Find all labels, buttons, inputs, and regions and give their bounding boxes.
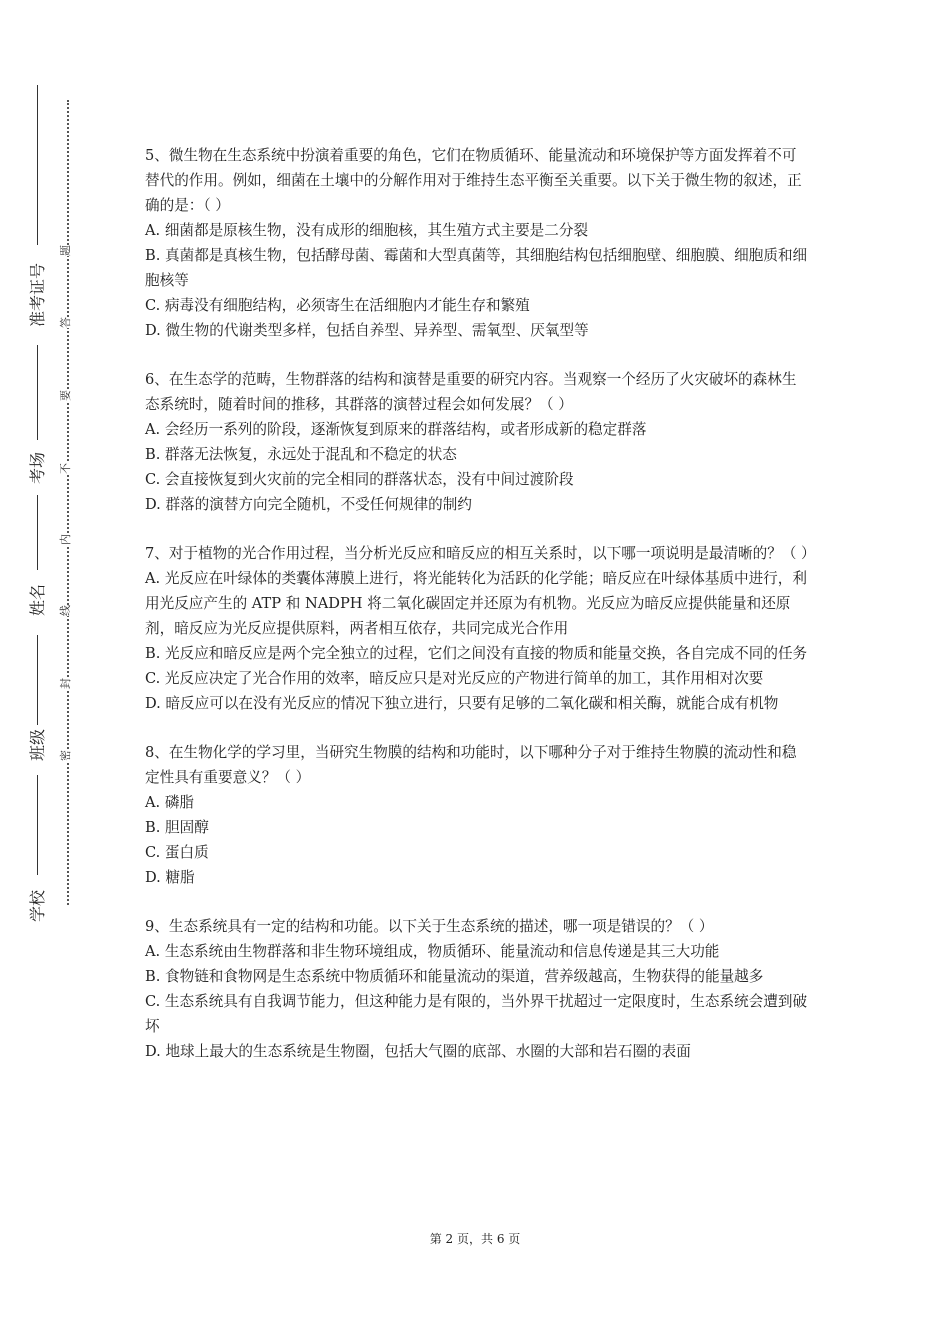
question-5 <box>145 143 810 343</box>
question-stem: 9、生态系统具有一定的结构和功能。以下关于生态系统的描述，哪一项是错误的？（ ） <box>145 918 714 935</box>
seal-char-feng: 封 <box>59 678 72 689</box>
option-b: B. 群落无法恢复，永远处于混乱和不稳定的状态 <box>145 446 457 463</box>
question-stem: 5、微生物在生态系统中扮演着重要的角色，它们在物质循环、能量流动和环境保护等方面发挥着不可替代的作用。例如，细菌在土壤中的分解作用对于维持生态平衡至关重要。以下关于微生物的叙述，正确的是：（ ） <box>145 147 802 214</box>
label-exam-number: 准考证号 <box>28 263 47 328</box>
fill-line-school <box>37 775 38 875</box>
binding-margin <box>0 0 90 1344</box>
option-a: A. 细菌都是原核生物，没有成形的细胞核，其生殖方式主要是二分裂 <box>145 222 589 239</box>
label-school: 学校 <box>28 890 47 923</box>
option-d: D. 暗反应可以在没有光反应的情况下独立进行，只要有足够的二氧化碳和相关酶，就能合成有机物 <box>145 695 779 712</box>
fill-line-exam-number <box>37 85 38 245</box>
question-9 <box>145 914 810 1064</box>
label-class: 班级 <box>28 729 47 762</box>
option-a: A. 生态系统由生物群落和非生物环境组成，物质循环、能量流动和信息传递是其三大功能 <box>145 943 720 960</box>
question-7 <box>145 541 816 716</box>
option-d: D. 地球上最大的生态系统是生物圈，包括大气圈的底部、水圈的大部和岩石圈的表面 <box>145 1043 691 1060</box>
question-stem: 7、对于植物的光合作用过程，当分析光反应和暗反应的相互关系时，以下哪一项说明是最清晰的？（ ） <box>145 545 816 562</box>
option-d: D. 糖脂 <box>145 869 195 886</box>
seal-dotted-line <box>67 100 69 905</box>
question-8 <box>145 740 810 890</box>
seal-char-xian: 线 <box>59 605 72 616</box>
fill-line-name <box>37 495 38 570</box>
seal-char-mi: 密 <box>59 750 72 761</box>
option-b: B. 真菌都是真核生物，包括酵母菌、霉菌和大型真菌等，其细胞结构包括细胞壁、细胞膜、细胞质和细胞核等 <box>145 247 808 289</box>
option-d: D. 群落的演替方向完全随机，不受任何规律的制约 <box>145 496 472 513</box>
seal-char-yao: 要 <box>59 390 72 401</box>
seal-char-bu: 不 <box>59 463 72 474</box>
option-c: C. 蛋白质 <box>145 844 209 861</box>
option-d: D. 微生物的代谢类型多样，包括自养型、异养型、需氧型、厌氧型等 <box>145 322 589 339</box>
seal-char-da: 答 <box>59 317 72 328</box>
option-b: B. 食物链和食物网是生态系统中物质循环和能量流动的渠道，营养级越高，生物获得的能量越多 <box>145 968 764 985</box>
label-name: 姓名 <box>28 584 47 617</box>
option-c: C. 病毒没有细胞结构，必须寄生在活细胞内才能生存和繁殖 <box>145 297 530 314</box>
option-c: C. 会直接恢复到火灾前的完全相同的群落状态，没有中间过渡阶段 <box>145 471 574 488</box>
option-a: A. 光反应在叶绿体的类囊体薄膜上进行，将光能转化为活跃的化学能；暗反应在叶绿体基质中进行，利用光反应产生的 ATP 和 NADPH 将二氧化碳固定并还原为有机物。光反应为暗反应提供能量和还原剂，暗反应为光反应提供原料，两者相互依存，共同完成光合作用 <box>145 570 807 637</box>
label-exam-room: 考场 <box>28 452 47 485</box>
question-stem: 8、在生物化学的学习里，当研究生物膜的结构和功能时，以下哪种分子对于维持生物膜的流动性和稳定性具有重要意义？（ ） <box>145 744 797 786</box>
seal-char-nei: 内 <box>59 534 72 545</box>
fill-line-class <box>37 635 38 725</box>
option-a: A. 会经历一系列的阶段，逐渐恢复到原来的群落结构，或者形成新的稳定群落 <box>145 421 647 438</box>
question-6 <box>145 367 810 517</box>
fill-line-exam-room <box>37 345 38 440</box>
option-c: C. 生态系统具有自我调节能力，但这种能力是有限的，当外界干扰超过一定限度时，生态系统会遭到破坏 <box>145 993 808 1035</box>
question-content <box>145 143 816 1088</box>
option-b: B. 光反应和暗反应是两个完全独立的过程，它们之间没有直接的物质和能量交换，各自完成不同的任务 <box>145 645 808 662</box>
question-stem: 6、在生态学的范畴，生物群落的结构和演替是重要的研究内容。当观察一个经历了火灾破坏的森林生态系统时，随着时间的推移，其群落的演替过程会如何发展？（ ） <box>145 371 797 413</box>
option-a: A. 磷脂 <box>145 794 195 811</box>
seal-char-ti: 题 <box>59 245 72 256</box>
option-b: B. 胆固醇 <box>145 819 209 836</box>
option-c: C. 光反应决定了光合作用的效率，暗反应只是对光反应的产物进行简单的加工，其作用相对次要 <box>145 670 764 687</box>
page-number-footer: 第 2 页，共 6 页 <box>429 1232 521 1246</box>
